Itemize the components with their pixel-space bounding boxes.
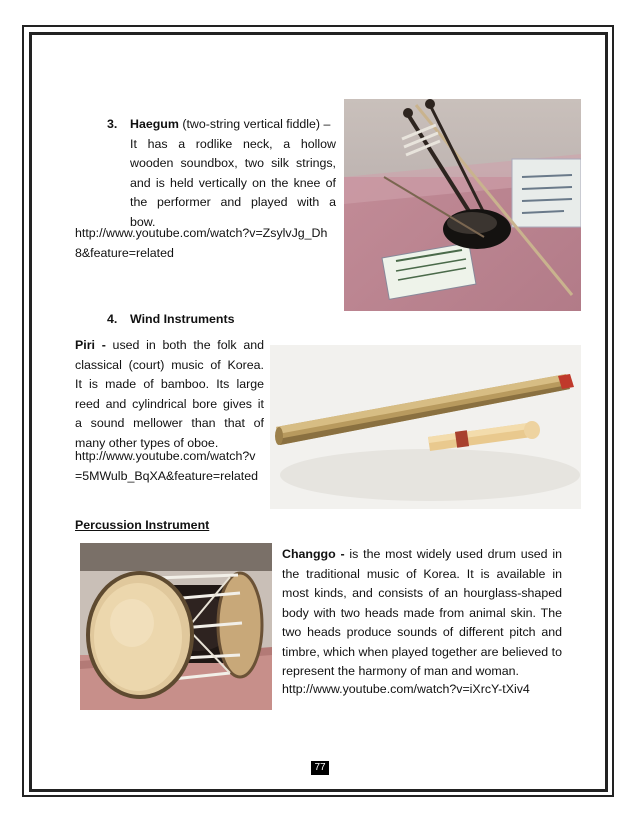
- changgo-link[interactable]: http://www.youtube.com/watch?v=iXrcY-tXiv4: [282, 682, 530, 696]
- changgo-name: Changgo -: [282, 547, 345, 561]
- haegum-name: Haegum: [130, 117, 179, 131]
- haegum-link[interactable]: http://www.youtube.com/watch?v=ZsylvJg_Dh 8&feature=related: [75, 226, 328, 260]
- wind-heading: Wind Instruments: [130, 312, 235, 326]
- page-number: 77: [311, 761, 329, 775]
- haegum-photo: [344, 99, 581, 311]
- percussion-heading: Percussion Instrument: [75, 518, 210, 532]
- haegum-description: Haegum (two-string vertical fiddle) – It has a rodlike neck, a hollow wooden soundbox, two silk strings, and is held vertically on the knee of the performer and played with a bow.: [130, 117, 336, 229]
- changgo-description: Changgo - is the most widely used drum used in the traditional music of Korea. It is available in most kinds, and consists of an hourglass-shaped body with two heads made from animal skin. The two heads produce sounds of different pitch and timbre, which when played together are believed to represent the harmony of man and woman.: [282, 547, 562, 678]
- changgo-photo: [80, 543, 272, 710]
- wind-number: 4.: [107, 312, 118, 326]
- piri-link[interactable]: http://www.youtube.com/watch?v =5MWulb_BqXA&feature=related: [75, 449, 258, 483]
- piri-name: Piri -: [75, 338, 106, 352]
- haegum-number: 3.: [107, 117, 118, 131]
- piri-photo: [270, 345, 581, 509]
- piri-description: Piri - used in both the folk and classical (court) music of Korea. It is made of bamboo. Its large reed and cylindrical bore gives it a sound mellower than that of many other types of oboe.: [75, 338, 264, 450]
